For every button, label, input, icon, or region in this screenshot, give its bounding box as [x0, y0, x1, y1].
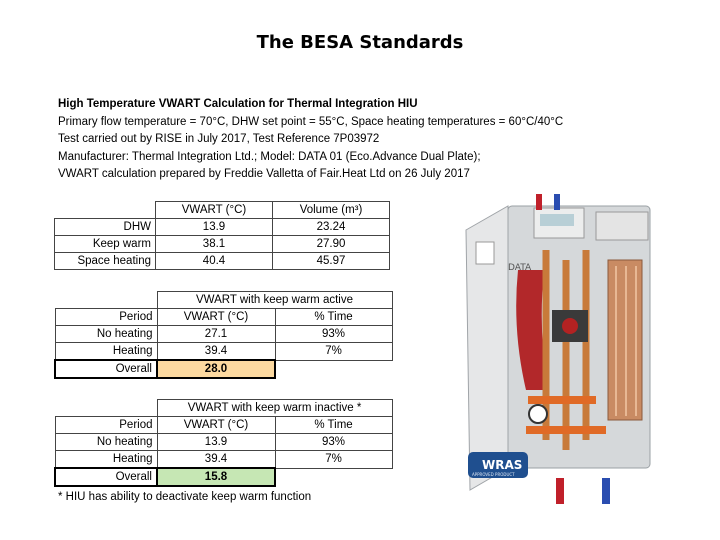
overall-row [55, 468, 392, 486]
table-row [55, 434, 392, 451]
table-title: VWART with keep warm inactive * [157, 400, 392, 417]
row-vwart: 38.1 [156, 236, 273, 253]
row-vwart: 27.1 [157, 326, 275, 343]
col-time-header: % Time [275, 309, 392, 326]
table-row [55, 253, 390, 270]
gauge-icon [529, 405, 547, 423]
table-row [55, 451, 392, 469]
row-volume: 45.97 [273, 253, 390, 270]
overall-value: 28.0 [157, 360, 275, 378]
row-vwart: 13.9 [156, 219, 273, 236]
brand-logo [476, 242, 494, 264]
row-vwart: 40.4 [156, 253, 273, 270]
vwart-volume-table [54, 201, 390, 270]
header-test-info: Test carried out by RISE in July 2017, Test Reference 7P03972 [58, 133, 380, 145]
header-conditions: Primary flow temperature = 70°C, DHW set point = 55°C, Space heating temperatures = 60°C/40°C [58, 115, 564, 128]
controller-display [540, 214, 574, 226]
slide-title: The BESA Standards [256, 32, 464, 53]
wras-text: WRAS [482, 458, 523, 472]
valve-red-bottom-icon [556, 478, 564, 504]
valve-blue-icon [554, 194, 560, 210]
overall-label: Overall [55, 360, 157, 378]
row-label: Space heating [55, 253, 156, 270]
row-volume: 27.90 [273, 236, 390, 253]
row-vwart: 39.4 [157, 451, 275, 469]
col-time-header: % Time [275, 417, 392, 434]
keep-warm-active-table [54, 291, 393, 379]
header-prepared-by: VWART calculation prepared by Freddie Valletta of Fair.Heat Ltd on 26 July 2017 [58, 168, 470, 180]
row-time: 93% [275, 326, 392, 343]
row-time: 7% [275, 451, 392, 469]
period-header: Period [55, 417, 157, 434]
row-label: No heating [55, 434, 157, 451]
overall-label: Overall [55, 468, 157, 486]
keep-warm-inactive-table [54, 399, 393, 487]
row-vwart: 39.4 [157, 343, 275, 361]
row-label: Keep warm [55, 236, 156, 253]
valve-blue-bottom-icon [602, 478, 610, 504]
wras-subtext: APPROVED PRODUCT [472, 472, 515, 477]
valve-red-icon [536, 194, 542, 210]
header-manufacturer: Manufacturer: Thermal Integration Ltd.; Model: DATA 01 (Eco.Advance Dual Plate); [58, 150, 481, 163]
row-label: Heating [55, 343, 157, 361]
overall-row [55, 360, 392, 378]
model-label: DATA [508, 263, 532, 273]
row-vwart: 13.9 [157, 434, 275, 451]
header-title: High Temperature VWART Calculation for Thermal Integration HIU [58, 98, 418, 110]
row-label: Heating [55, 451, 157, 469]
period-header: Period [55, 309, 157, 326]
col-vwart-header: VWART (°C) [157, 309, 275, 326]
table-row [55, 219, 390, 236]
row-time: 93% [275, 434, 392, 451]
col-vwart-header: VWART (°C) [157, 417, 275, 434]
col-vwart-header: VWART (°C) [156, 202, 273, 219]
hiu-product-image [456, 190, 666, 510]
row-time: 7% [275, 343, 392, 361]
row-label: DHW [55, 219, 156, 236]
table-title: VWART with keep warm active [157, 292, 392, 309]
row-label: No heating [55, 326, 157, 343]
footnote: * HIU has ability to deactivate keep warm function [58, 491, 312, 503]
table-row [55, 326, 392, 343]
col-volume-header: Volume (m³) [273, 202, 390, 219]
junction-box [596, 212, 648, 240]
test-header [58, 96, 563, 184]
row-volume: 23.24 [273, 219, 390, 236]
table-row [55, 343, 392, 361]
overall-value: 15.8 [157, 468, 275, 486]
table-row [55, 236, 390, 253]
